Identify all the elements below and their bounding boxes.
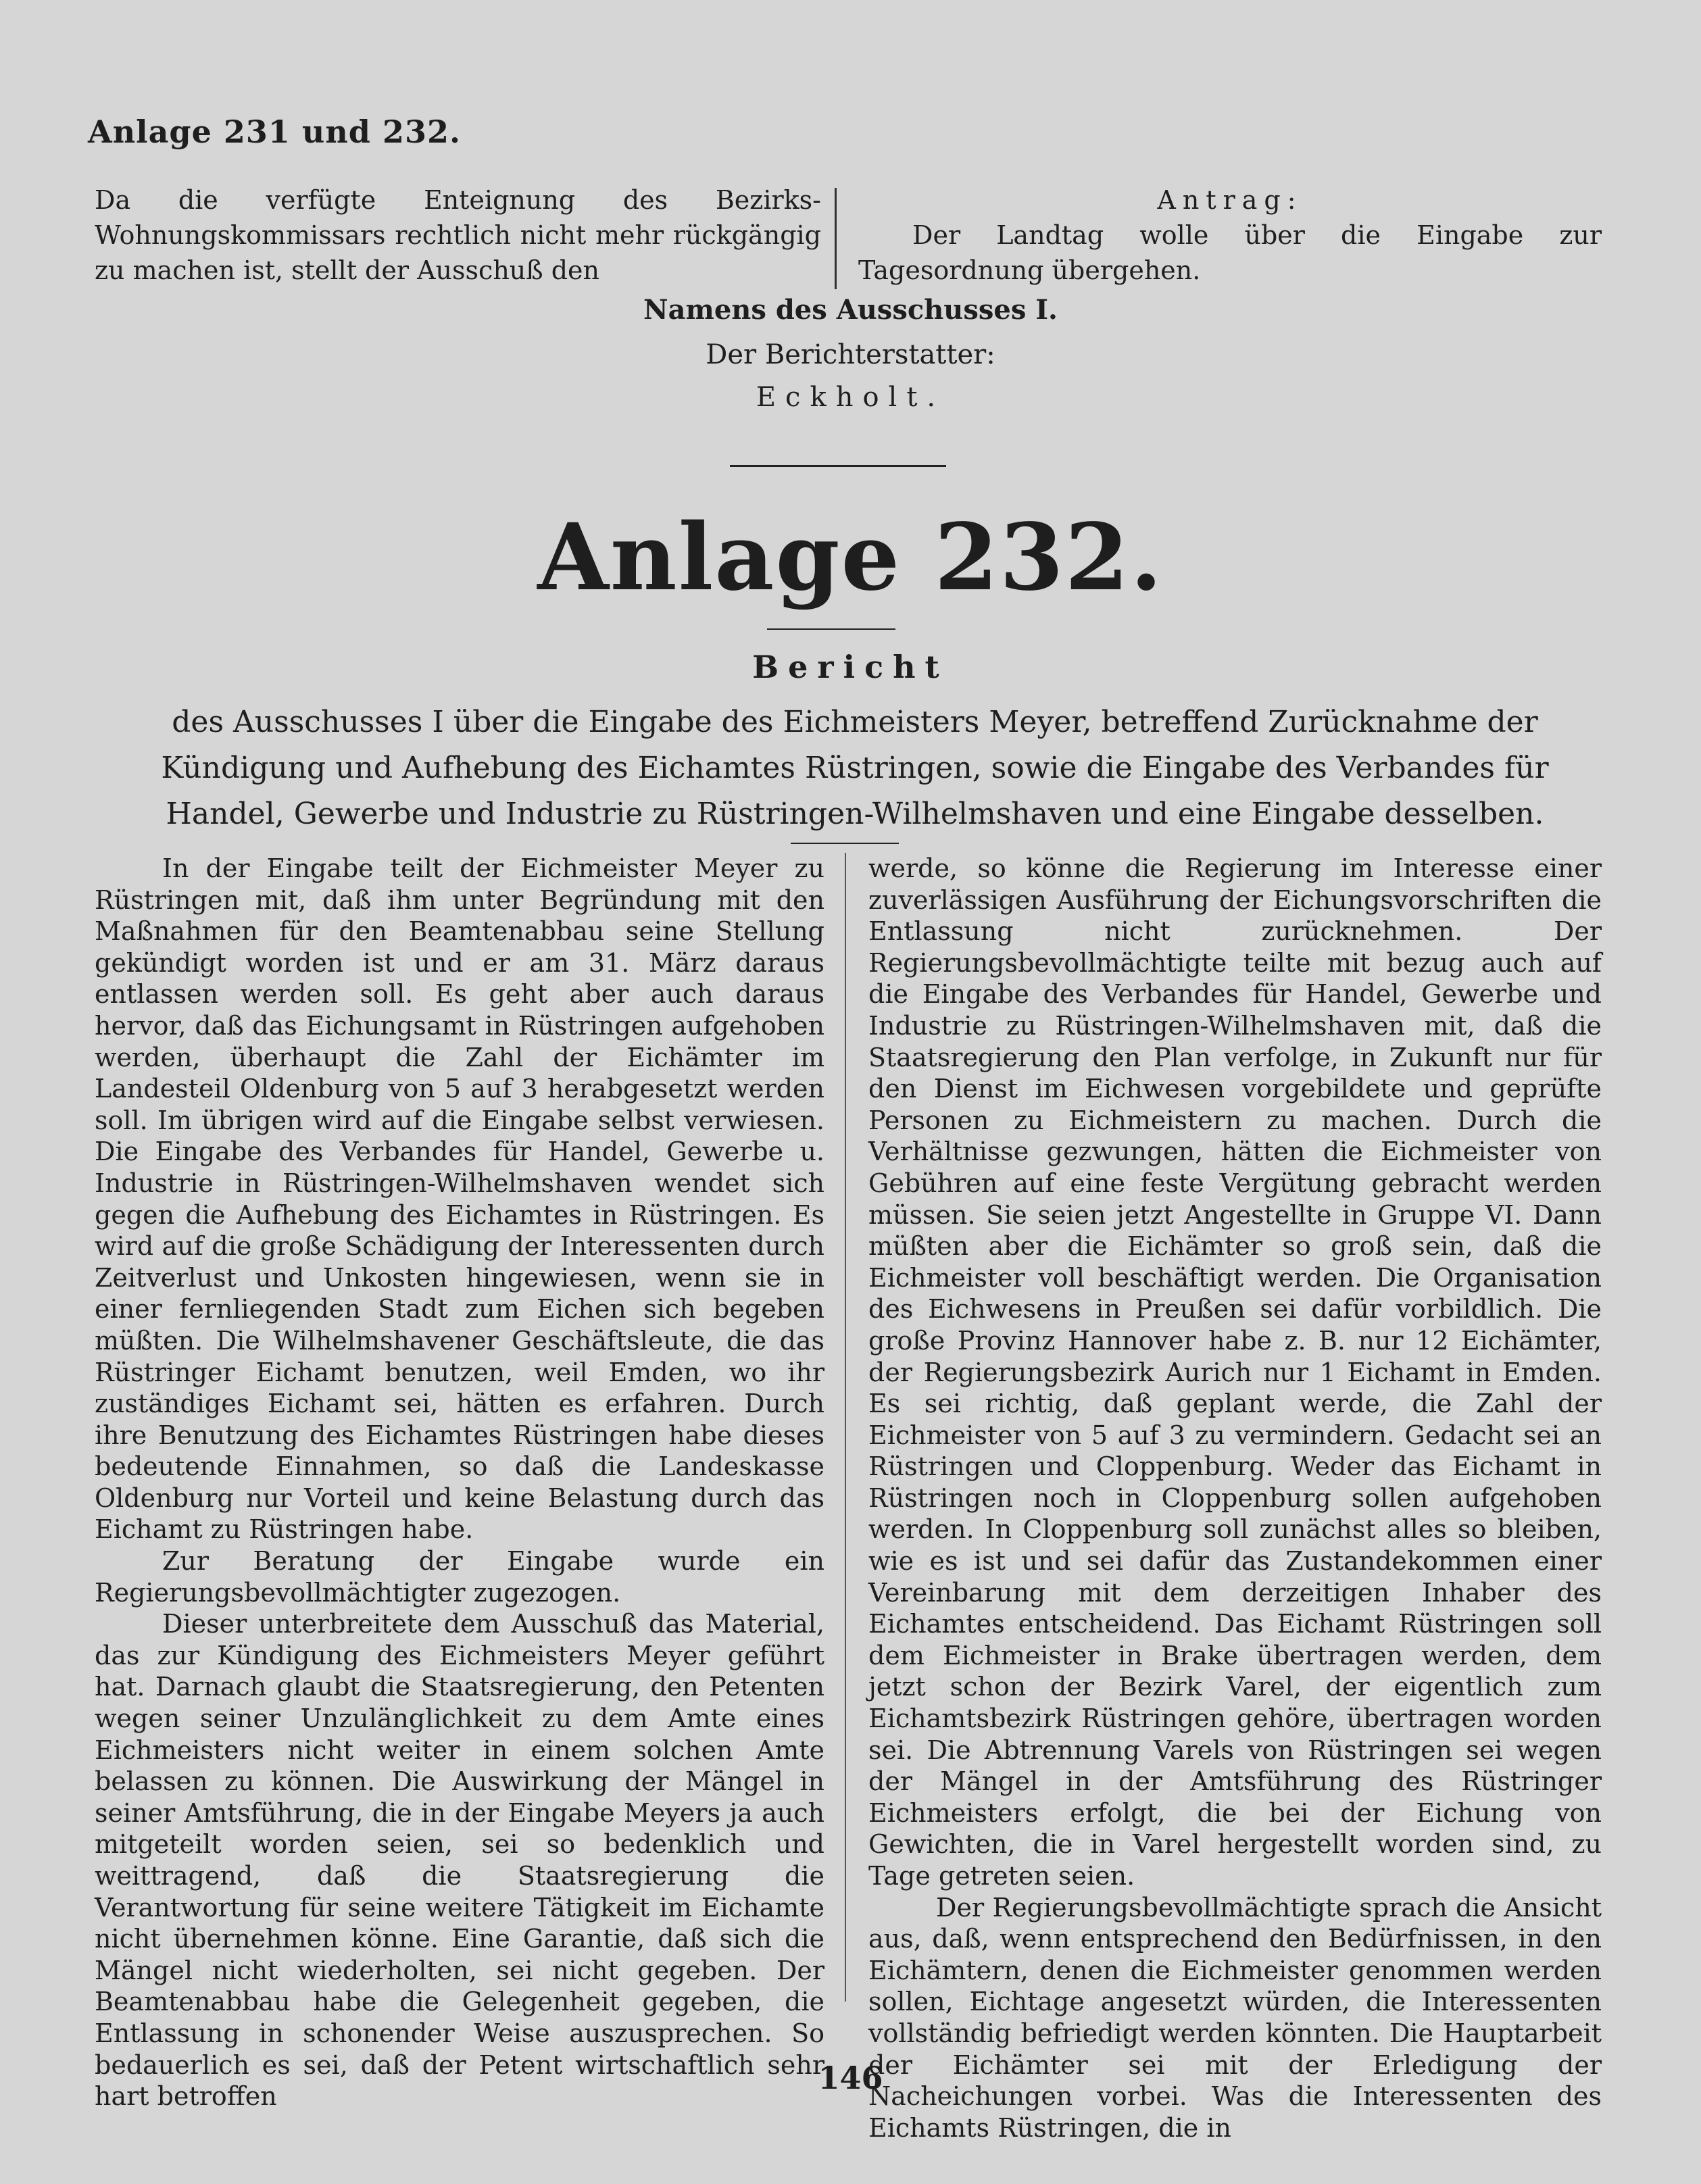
body-paragraph: Dieser unterbreitete dem Ausschuß das Material, das zur Kündigung des Eichmeisters Meyer geführt hat. Darnach glaubt die Staatsregierung, den Petenten wegen seiner Unzulänglichkeit zu dem Amte eines Eichmeisters nicht weiter in einem solchen Amte belassen zu können. Die Auswirkung der Mängel in seiner Amtsführung, die in der Eingabe Meyers ja auch mitgeteilt worden seien, sei so bedenklich und weittragend, daß die Staatsregierung die Verantwortung für seine weitere Tätigkeit im Eichamte nicht übernehmen könne. Eine Garantie, daß sich die Mängel nicht wiederholten, sei nicht gegeben. Der Beamtenabbau habe die Gelegenheit gegeben, die Entlassung in schonender Weise auszusprechen. So bedauerlich es sei, daß der Petent wirtschaftlich sehr hart betroffen xyxy=(95,1609,824,2112)
report-heading: Bericht xyxy=(752,649,949,685)
section-divider xyxy=(730,465,946,467)
page-number: 146 xyxy=(818,2060,883,2096)
body-paragraph: Zur Beratung der Eingabe wurde ein Regierungsbevollmächtigter zugezogen. xyxy=(95,1546,824,1608)
subtitle-divider xyxy=(791,843,899,844)
page-title: Anlage 232. xyxy=(537,503,1164,612)
signature-name: Eckholt. xyxy=(756,382,945,413)
intro-left-text: Da die verfügte Enteignung des Bezirks-Wohnungskommissars rechtlich nicht mehr rückgängig zu machen ist, stellt der Ausschuß den xyxy=(95,185,821,285)
title-divider xyxy=(767,628,895,630)
motion-text: Der Landtag wolle über die Eingabe zur Tagesordnung übergehen. xyxy=(858,220,1602,285)
body-paragraph-continued: werde, so könne die Regierung im Interesse einer zuverlässigen Ausführung der Eichungsvorschriften die Entlassung nicht zurücknehmen. Der Regierungsbevollmächtigte teilte mit bezug auch auf die Eingabe des Verbandes für Handel, Gewerbe und Industrie zu Rüstringen-Wilhelmshaven mit, daß die Staatsregierung den Plan verfolge, in Zukunft nur für den Dienst im Eichwesen vorgebildete und geprüfte Personen zu Eichmeistern zu machen. Durch die Verhältnisse gezwungen, hätten die Eichmeister von Gebühren auf eine feste Vergütung gebracht werden müssen. Sie seien jetzt Angestellte in Gruppe VI. Dann müßten aber die Eichämter so groß sein, daß die Eichmeister voll beschäftigt werden. Die Organisation des Eichwesens in Preußen sei dafür vorbildlich. Die große Provinz Hannover habe z. B. nur 12 Eichämter, der Regierungsbezirk Aurich nur 1 Eichamt in Emden. Es sei richtig, daß geplant werde, die Zahl der Eichmeister von 5 auf 3 zu vermindern. Gedacht sei an Rüstringen und Cloppenburg. Weder das Eichamt in Rüstringen noch in Cloppenburg sollen aufgehoben werden. In Cloppenburg soll zunächst alles so bleiben, wie es ist und sei dafür das Zustandekommen einer Vereinbarung mit dem derzeitigen Inhaber des Eichamtes entscheidend. Das Eichamt Rüstringen soll dem Eichmeister in Brake übertragen werden, dem jetzt schon der Bezirk Varel, der eigentlich zum Eichamtsbezirk Rüstringen gehöre, übertragen worden sei. Die Abtrennung Varels von Rüstringen sei wegen der Mängel in der Amtsführung des Rüstringer Eichmeisters erfolgt, die bei der Eichung von Gewichten, die in Varel hergestellt worden sind, zu Tage getreten seien. xyxy=(868,853,1602,1891)
report-subtitle: des Ausschusses I über die Eingabe des Eichmeisters Meyer, betreffend Zurücknahme der Kündigung und Aufhebung des Eichamtes Rüstringen, sowie die Eingabe des Verbandes für Handel, Gewerbe und Industrie zu Rüstringen-Wilhelmshaven und eine Eingabe desselben. xyxy=(161,705,1549,831)
intro-section xyxy=(95,182,1608,291)
body-column-left xyxy=(95,853,824,2112)
body-paragraph: Der Regierungsbevollmächtigte sprach die Ansicht aus, daß, wenn entsprechend den Bedürfnissen, in den Eichämtern, denen die Eichmeister genommen werden sollen, Eichtage angesetzt würden, die Interessenten vollständig befriedigt werden könnten. Die Hauptarbeit der Eichämter sei mit der Erledigung der Nacheichungen vorbei. Was die Interessenten des Eichamts Rüstringen, die in xyxy=(868,1892,1602,2143)
motion-title: Antrag: xyxy=(1157,185,1303,215)
intro-divider xyxy=(835,188,837,289)
motion-block xyxy=(858,182,1602,288)
column-divider xyxy=(845,853,846,2002)
running-head: Anlage 231 und 232. xyxy=(88,114,461,150)
body-column-right xyxy=(868,853,1602,2143)
signature-role: Der Berichterstatter: xyxy=(706,339,995,370)
body-paragraph: In der Eingabe teilt der Eichmeister Meyer zu Rüstringen mit, daß ihm unter Begründung mit den Maßnahmen für den Beamtenabbau seine Stellung gekündigt worden ist und er am 31. März daraus entlassen werden soll. Es geht aber auch daraus hervor, daß das Eichungsamt in Rüstringen aufgehoben werden, überhaupt die Zahl der Eichämter im Landesteil Oldenburg von 5 auf 3 herabgesetzt werden soll. Im übrigen wird auf die Eingabe selbst verwiesen. Die Eingabe des Verbandes für Handel, Gewerbe u. Industrie in Rüstringen-Wilhelmshaven wendet sich gegen die Aufhebung des Eichamtes in Rüstringen. Es wird auf die große Schädigung der Interessenten durch Zeitverlust und Unkosten hingewiesen, wenn sie in einer fernliegenden Stadt zum Eichen sich begeben müßten. Die Wilhelmshavener Geschäftsleute, die das Rüstringer Eichamt benutzen, weil Emden, wo ihr zuständiges Eichamt sei, hätten es erfahren. Durch ihre Benutzung des Eichamtes Rüstringen habe dieses bedeutende Einnahmen, so daß die Landeskasse Oldenburg nur Vorteil und keine Belastung durch das Eichamt zu Rüstringen habe. xyxy=(95,853,824,1545)
signature-committee: Namens des Ausschusses I. xyxy=(643,294,1058,326)
